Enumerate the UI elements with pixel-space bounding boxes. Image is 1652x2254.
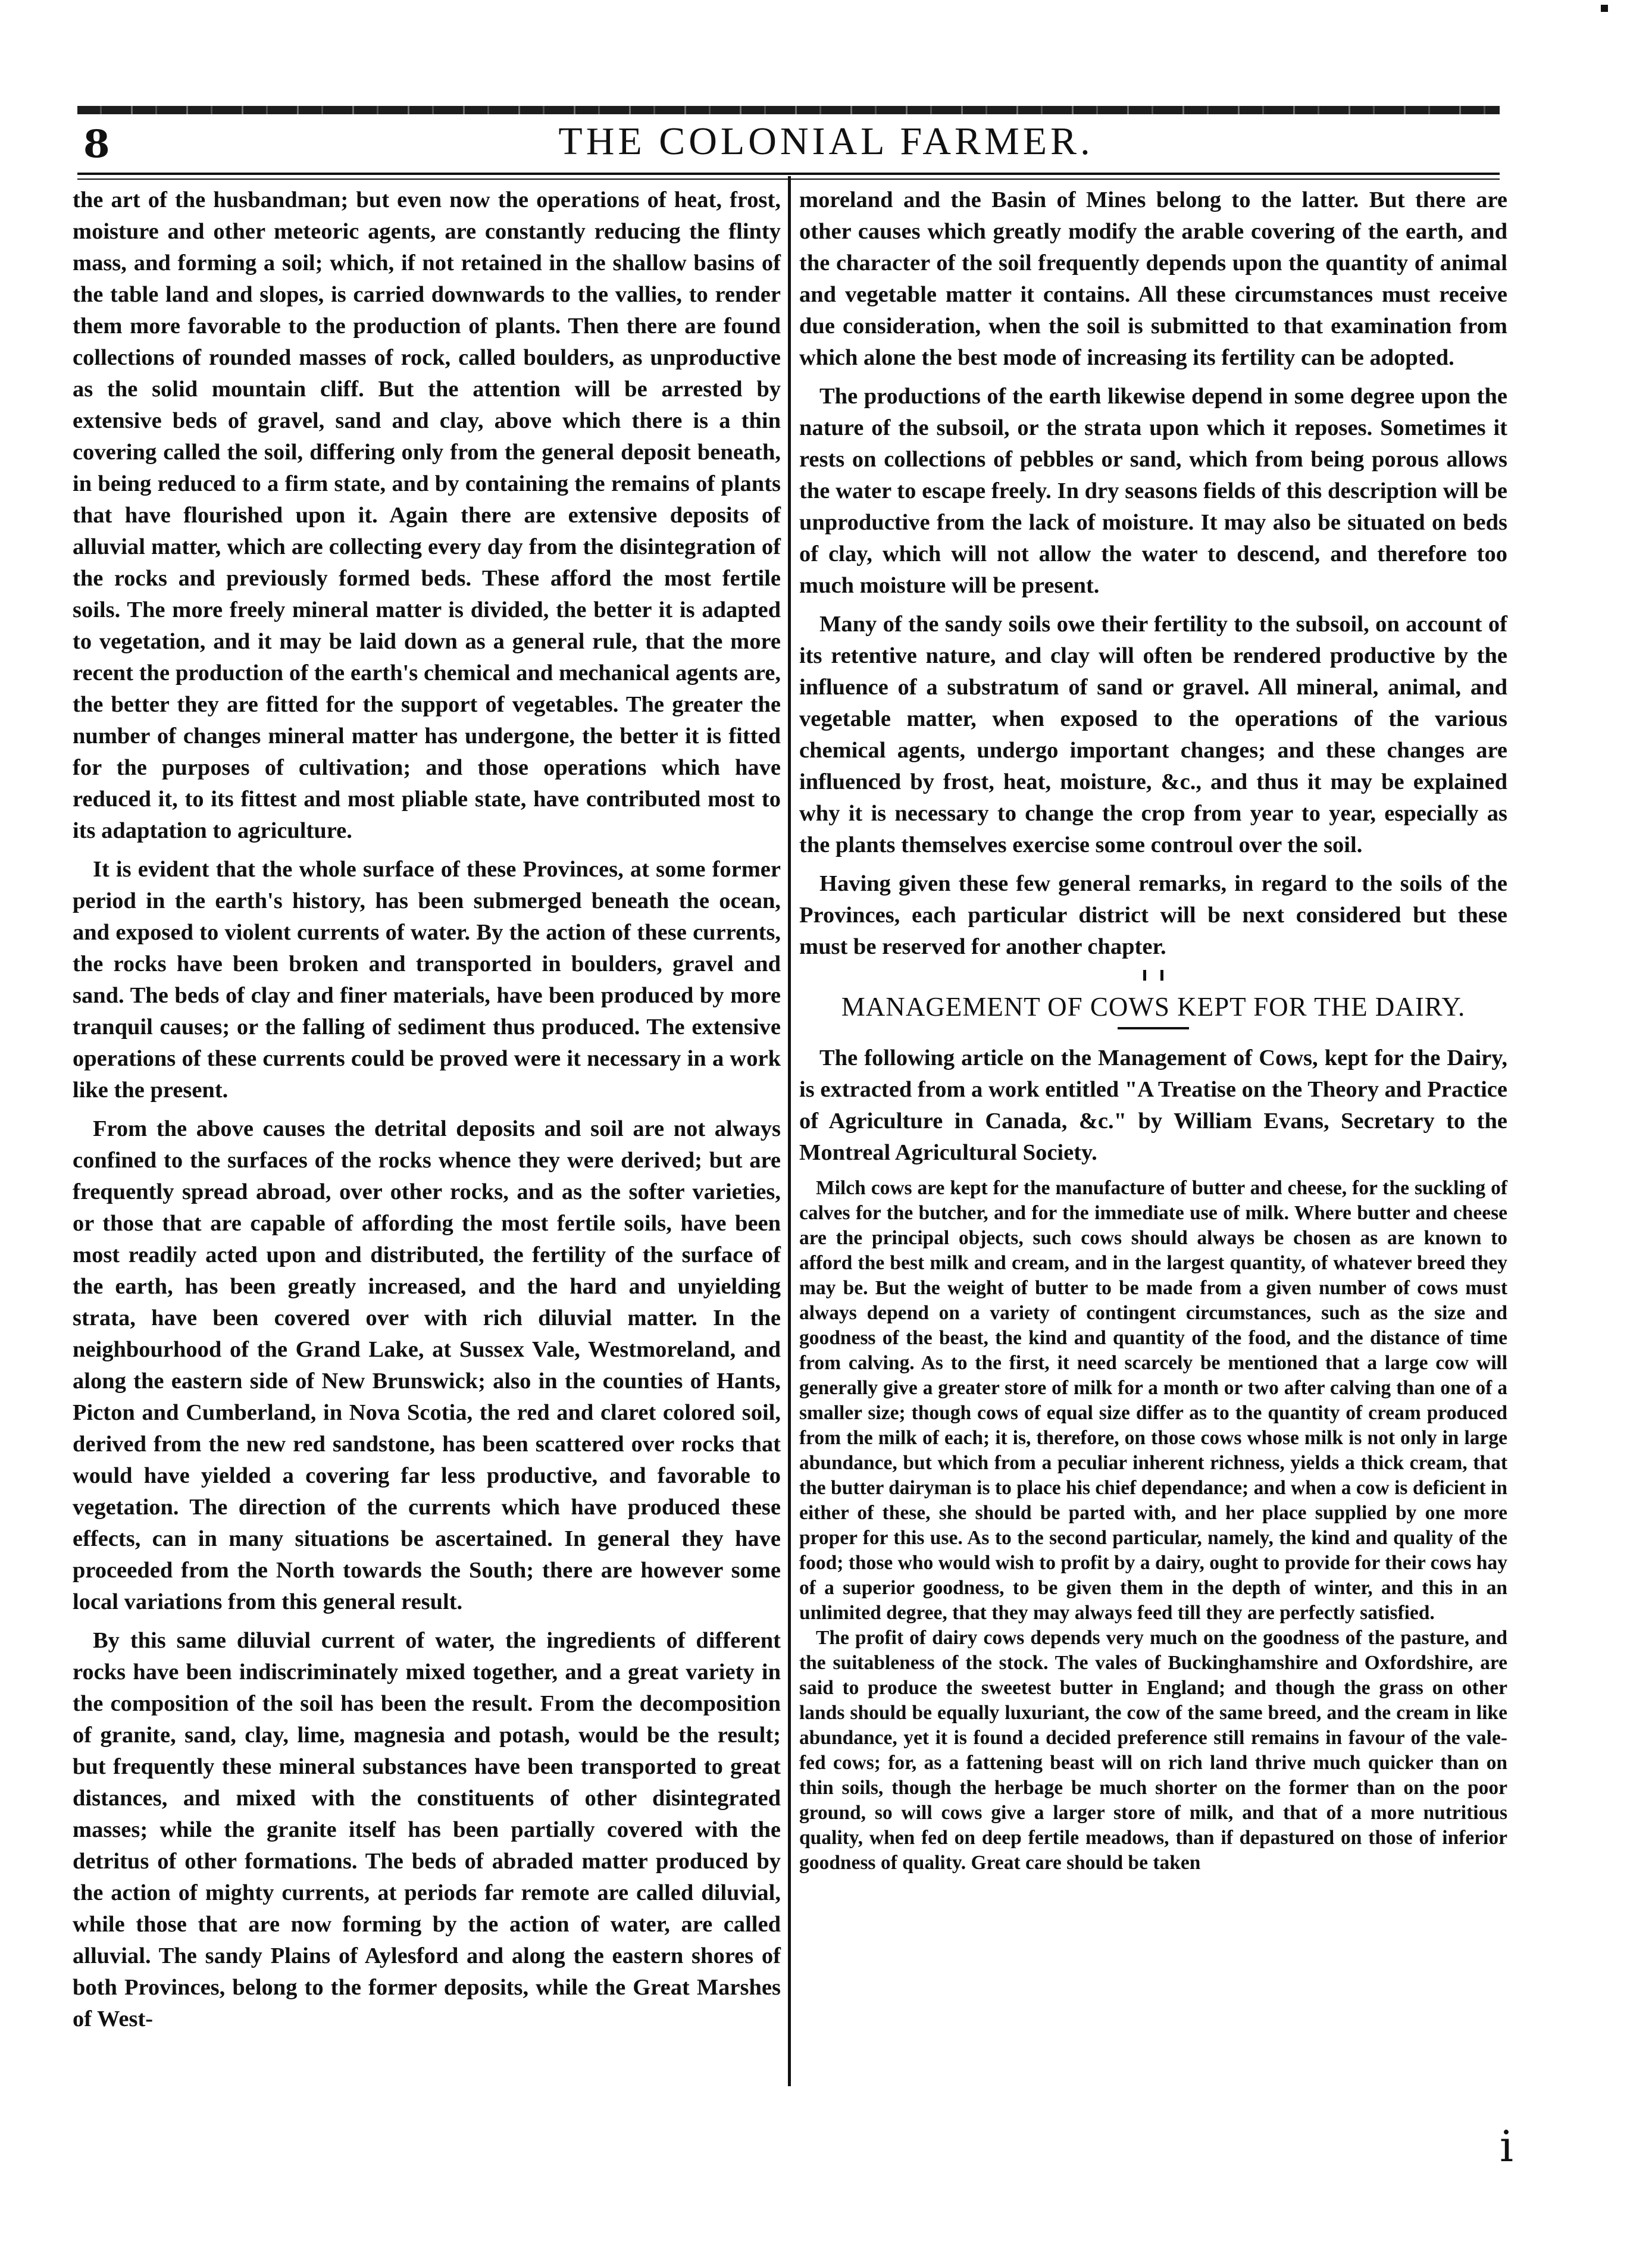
left-paragraph-3: From the above causes the detrital deposits and soil are not always confined to the surfaces of the rocks whence they were derived; but are frequently spread abroad, over other rocks, and as the softer varieties, or those that are capable of affording the most fertile soils, have been most readily acted upon and distributed, the fertility of the surface of the earth, has been greatly increased, and the hard and unyielding strata, have been covered over with rich diluvial matter. In the neighbourhood of the Grand Lake, at Sussex Vale, Westmoreland, and along the eastern side of New Brunswick; also in the counties of Hants, Picton and Cumberland, in Nova Scotia, the red and claret colored soil, derived from the new red sandstone, has been scattered over rocks that would have yielded a covering far less productive, and favorable to vegetation. The direction of the currents which have produced these effects, can in many situations be ascertained. In general they have proceeded from the North towards the South; there are however some local variations from this general result. bbox=[73, 1116, 781, 1614]
right-paragraph-2: The productions of the earth likewise depend in some degree upon the nature of the subsoil, or the strata upon which it reposes. Sometimes it rests on collections of pebbles or sand, which from being porous allows the water to escape freely. In dry seasons fields of this description will be unproductive from the lack of moisture. It may also be situated on beds of clay, which will not allow the water to descend, and therefore too much moisture will be present. bbox=[799, 384, 1507, 598]
article-paragraph-2: The profit of dairy cows depends very much on the goodness of the pasture, and the suitableness of the stock. The vales of Buckinghamshire and Oxfordshire, are said to produce the sweetest butter in England; and though the grass on other lands should be equally luxuriant, the cow of the same breed, and the cream in like abundance, yet it is found a decided preference still remains in favour of the vale-fed cows; for, as a fattening beast will on rich land thrive much quicker than on thin soils, though the herbage be much shorter on the former than on the poor ground, so will cows give a larger store of milk, and that of a more nutritious quality, when fed on deep fertile meadows, than if depastured on those of inferior goodness of quality. Great care should be taken bbox=[799, 1627, 1507, 1874]
left-column bbox=[73, 184, 781, 2042]
article-intro: The following article on the Management of Cows, kept for the Dairy, is extracted from a work entitled "A Treatise on the Theory and Practice of Agriculture in Canada, &c." by William Evans, Secretary to the Montreal Agricultural Society. bbox=[799, 1045, 1507, 1165]
section-heading: MANAGEMENT OF COWS KEPT FOR THE DAIRY. bbox=[841, 992, 1466, 1022]
left-paragraph-1: the art of the husbandman; but even now the operations of heat, frost, moisture and other meteoric agents, are constantly reducing the flinty mass, and forming a soil; which, if not retained in the shallow basins of the table land and slopes, is carried downwards to the vallies, to render them more favorable to the production of plants. Then there are found collections of rounded masses of rock, called boulders, as unproductive as the solid mountain cliff. But the attention will be arrested by extensive beds of gravel, sand and clay, above which there is a thin covering called the soil, differing only from the general deposit beneath, in being reduced to a firm state, and by containing the remains of plants that have flourished upon it. Again there are extensive deposits of alluvial matter, which are collecting every day from the disintegration of the rocks and previously formed beds. These afford the most fertile soils. The more freely mineral matter is divided, the better it is adapted to vegetation, and it may be laid down as a general rule, that the more recent the production of the earth's chemical and mechanical agents are, the better they are fitted for the support of vegetables. The greater the number of changes mineral matter has undergone, the better it is fitted for the purposes of cultivation; and those operations which have reduced it, to its fittest and most pliable state, have contributed most to its adaptation to agriculture. bbox=[73, 187, 781, 843]
running-head: THE COLONIAL FARMER. bbox=[558, 120, 1094, 163]
right-paragraph-1: moreland and the Basin of Mines belong to the latter. But there are other causes which greatly modify the arable covering of the earth, and the character of the soil frequently depends upon the quantity of animal and vegetable matter it contains. All these circumstances must receive due consideration, when the soil is submitted to that examination from which alone the best mode of increasing its fertility can be adopted. bbox=[799, 187, 1507, 370]
right-column bbox=[799, 184, 1507, 1876]
article-body bbox=[799, 1176, 1507, 1876]
column-divider bbox=[788, 176, 791, 2086]
ink-speck bbox=[1601, 5, 1608, 12]
right-paragraph-3: Many of the sandy soils owe their fertility to the subsoil, on account of its retentive nature, and clay will often be rendered productive by the influence of a substratum of sand or gravel. All mineral, animal, and vegetable matter, when exposed to the operations of the various chemical agents, undergo important changes; and these changes are influenced by frost, heat, moisture, &c., and thus it may be explained why it is necessary to change the crop from year to year, especially as the plants themselves exercise some controul over the soil. bbox=[799, 612, 1507, 857]
right-paragraph-4: Having given these few general remarks, in regard to the soils of the Provinces, each particular district will be next considered but these must be reserved for another chapter. bbox=[799, 871, 1507, 959]
masthead-top-rule bbox=[77, 106, 1500, 114]
left-paragraph-2: It is evident that the whole surface of these Provinces, at some former period in the earth's history, has been submerged beneath the ocean, and exposed to violent currents of water. By the action of these currents, the rocks have been broken and transported in boulders, gravel and sand. The beds of clay and finer materials, have been produced by more tranquil causes; or the falling of sediment thus produced. The extensive operations of these currents could be proved were it necessary in a work like the present. bbox=[73, 857, 781, 1103]
page-number: 8 bbox=[83, 122, 110, 167]
section-separator bbox=[1143, 970, 1163, 981]
heading-underline bbox=[1118, 1027, 1189, 1029]
stray-mark: i bbox=[1500, 2121, 1514, 2171]
left-paragraph-4: By this same diluvial current of water, the ingredients of different rocks have been indiscriminately mixed together, and a great variety in the composition of the soil has been the result. From the decomposition of granite, sand, clay, lime, magnesia and potash, would be the result; but frequently these mineral substances have been transported to great distances, and mixed with the constituents of other disintegrated masses; while the granite itself has been partially covered with the detritus of other formations. The beds of abraded matter produced by the action of mighty currents, at periods far remote are called diluvial, while those that are now forming by the action of water, are called alluvial. The sandy Plains of Aylesford and along the eastern shores of both Provinces, belong to the former deposits, while the Great Marshes of West- bbox=[73, 1628, 781, 2031]
article-paragraph-1: Milch cows are kept for the manufacture of butter and cheese, for the suckling of calves for the butcher, and for the immediate use of milk. Where butter and cheese are the principal objects, such cows should always be chosen as are known to afford the best milk and cream, and in the largest quantity, of whatever breed they may be. But the weight of butter to be made from a given number of cows must always depend on a variety of contingent circumstances, such as the size and goodness of the beast, the kind and quantity of the food, and the distance of time from calving. As to the first, it need scarcely be mentioned that a large cow will generally give a greater store of milk for a month or two after calving than one of a smaller size; though cows of equal size differ as to the quantity of cream produced from the milk of each; it is, therefore, on those cows whose milk is not only in large abundance, but which from a peculiar inherent richness, yields a thick cream, that the butter dairyman is to place his chief dependance; and when a cow is deficient in either of these, she should be parted with, and her place supplied by one more proper for this use. As to the second particular, namely, the kind and quality of the food; those who would wish to profit by a dairy, ought to provide for their cows hay of a superior goodness, to be given them in the depth of winter, and this in an unlimited degree, that they may always feed till they are perfectly satisfied. bbox=[799, 1177, 1507, 1624]
